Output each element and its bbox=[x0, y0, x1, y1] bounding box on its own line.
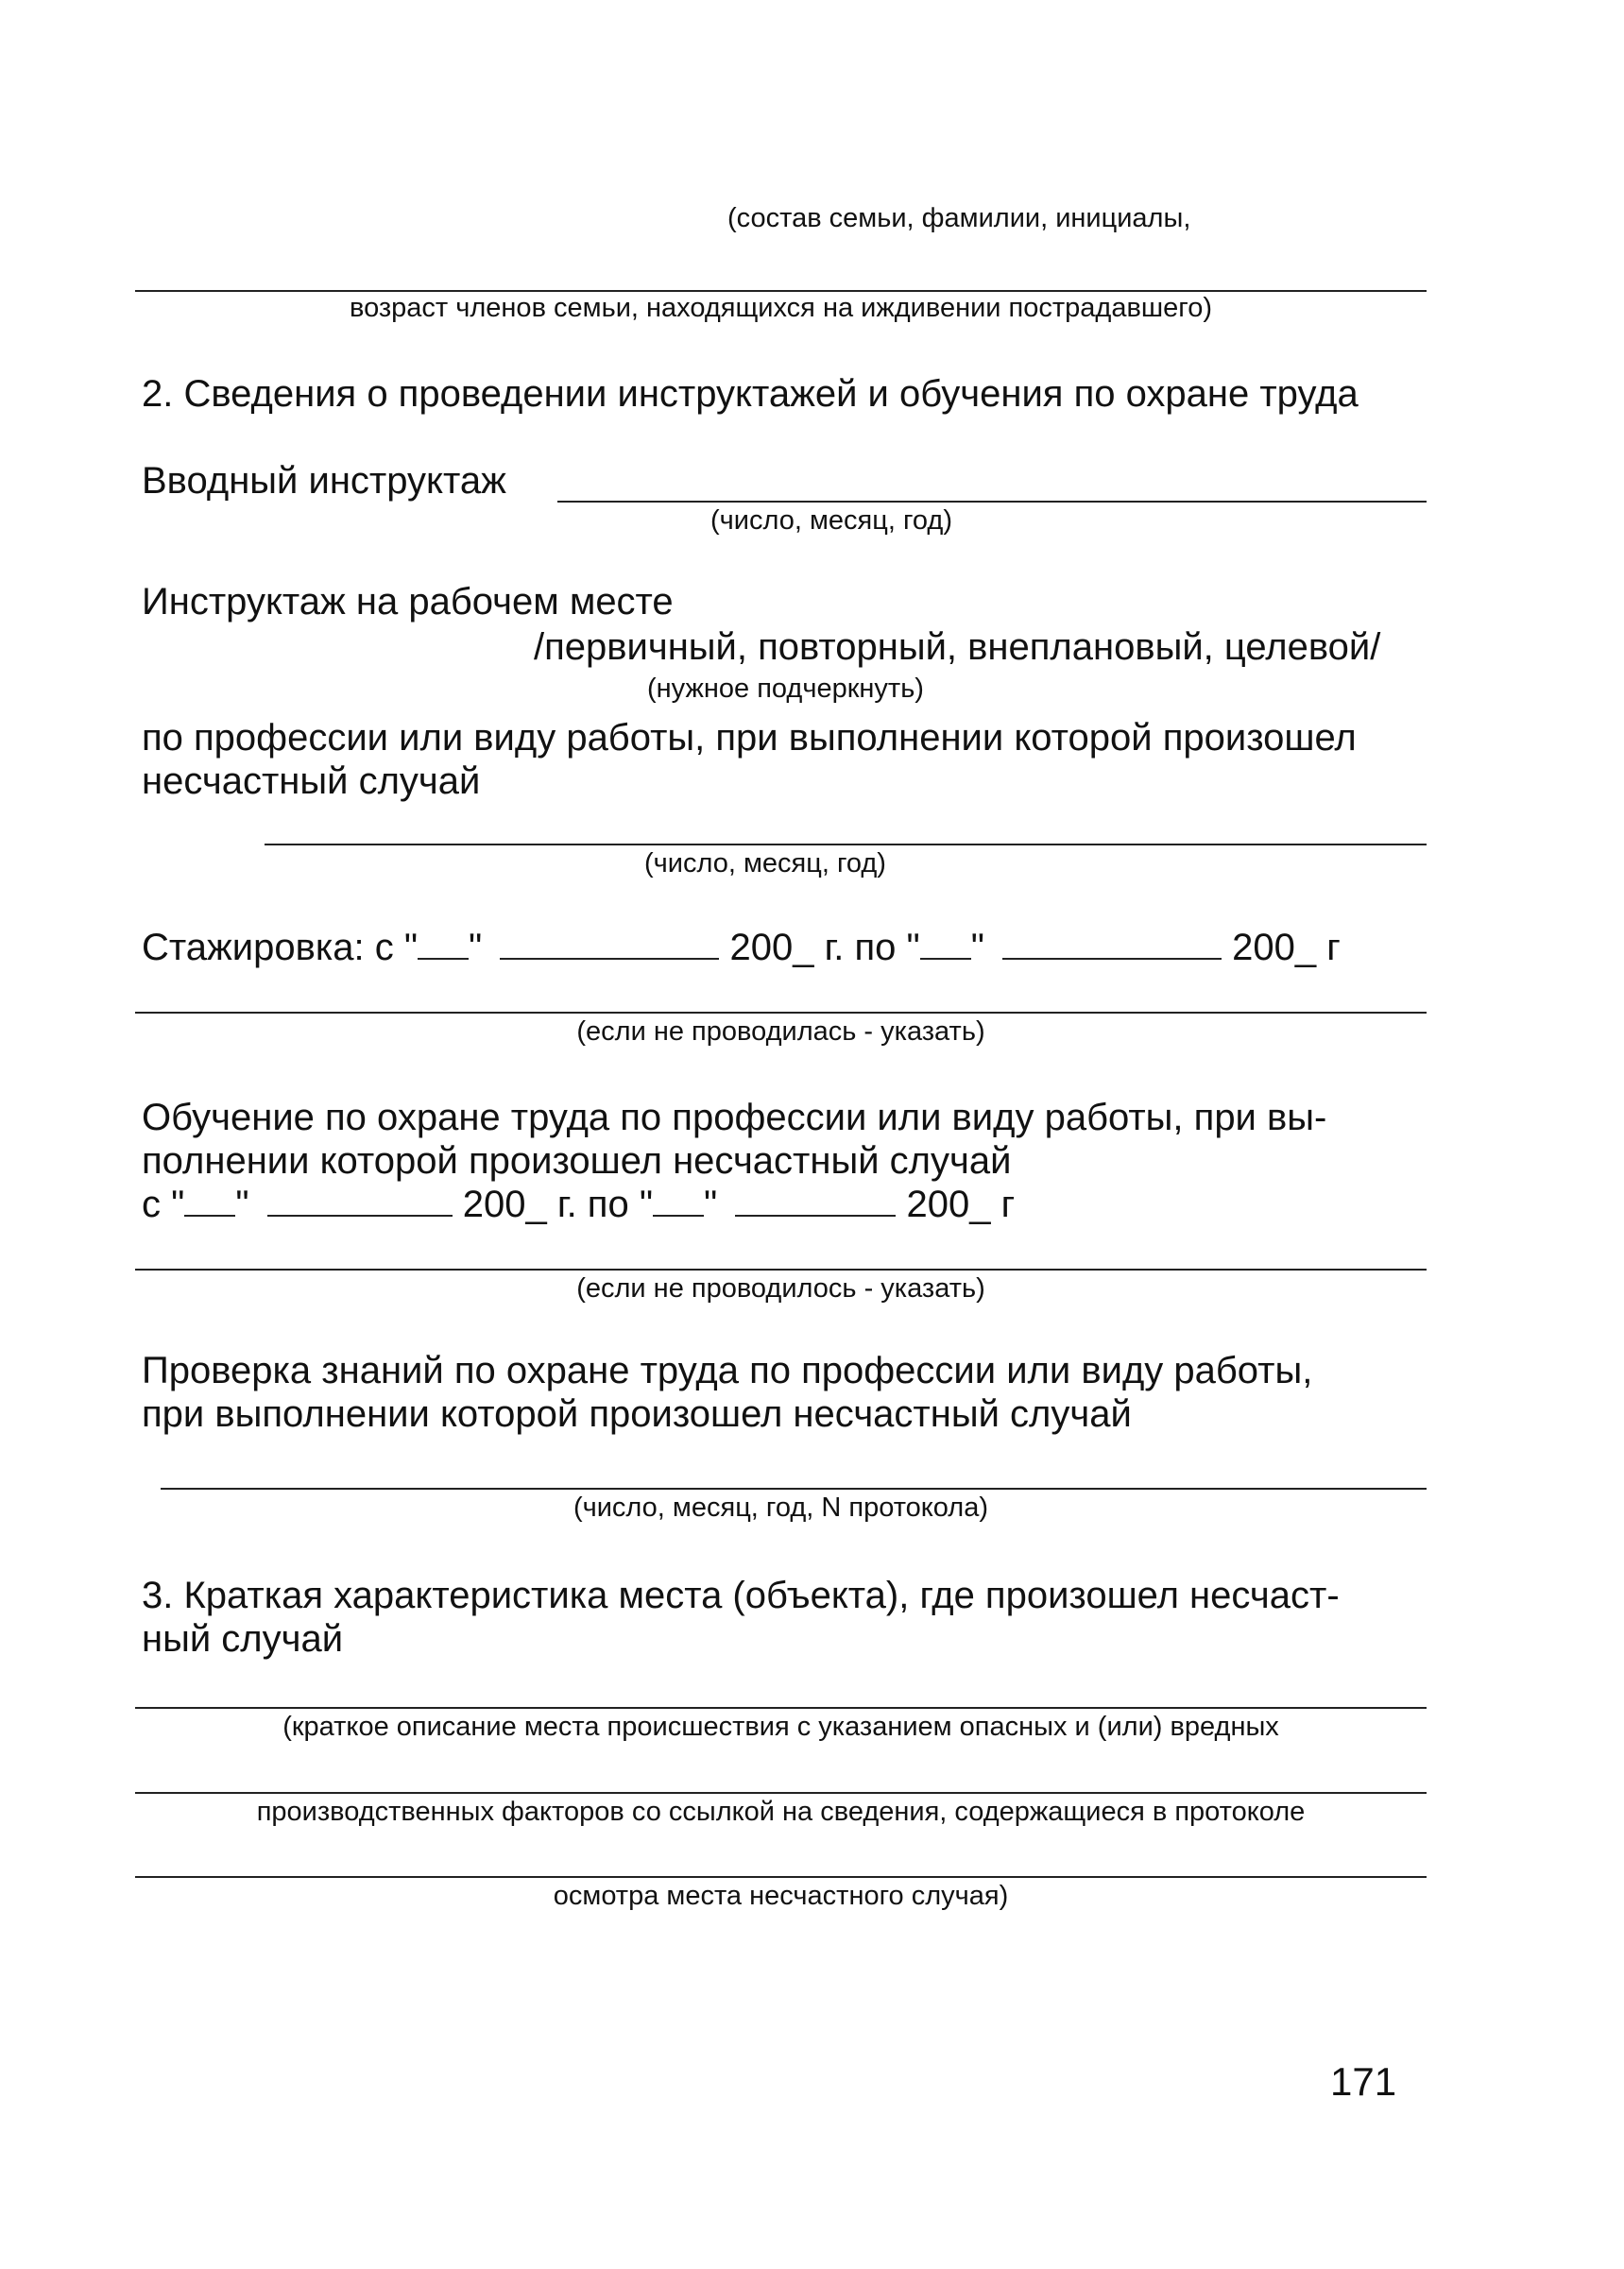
training-line1: Обучение по охране труда по профессии или виду работы, при вы- bbox=[142, 1097, 1327, 1138]
training-caption: (если не проводилось - указать) bbox=[576, 1273, 985, 1304]
intro-briefing-caption: (число, месяц, год) bbox=[710, 505, 952, 536]
training-month-from-blank[interactable] bbox=[267, 1186, 453, 1217]
training-line2: полнении которой произошел несчастный случай bbox=[142, 1140, 1012, 1182]
family-caption-1: (состав семьи, фамилии, инициалы, bbox=[727, 203, 1191, 233]
training-dates-row: с " " 200_ г. по " " 200_ г bbox=[142, 1184, 1016, 1225]
knowledge-check-line2: при выполнении которой произошел несчастный случай bbox=[142, 1393, 1132, 1435]
section3-line2: ный случай bbox=[142, 1618, 344, 1660]
internship-day-to-blank[interactable] bbox=[920, 930, 971, 960]
section3-caption-2: производственных факторов со ссылкой на сведения, содержащиеся в протоколе bbox=[256, 1797, 1306, 1827]
page-number: 171 bbox=[1330, 2059, 1397, 2104]
workplace-briefing-line2: несчастный случай bbox=[142, 760, 481, 802]
section3-line-1[interactable] bbox=[135, 1707, 1427, 1709]
section3-caption-1: (краткое описание места происшествия с указанием опасных и (или) вредных bbox=[282, 1712, 1279, 1742]
knowledge-check-line[interactable] bbox=[161, 1488, 1427, 1490]
knowledge-check-line1: Проверка знаний по охране труда по профессии или виду работы, bbox=[142, 1350, 1313, 1391]
training-year-to: 200_ г bbox=[906, 1184, 1016, 1225]
briefing-type-hint: (нужное подчеркнуть) bbox=[647, 674, 924, 704]
workplace-briefing-line1: по профессии или виду работы, при выполнении которой произошел bbox=[142, 717, 1357, 759]
training-month-to-blank[interactable] bbox=[735, 1186, 896, 1217]
internship-label: Стажировка: с " bbox=[142, 927, 419, 968]
training-from-label: с " bbox=[142, 1184, 185, 1225]
section2-heading: 2. Сведения о проведении инструктажей и обучения по охране труда bbox=[142, 373, 1359, 415]
internship-year-from: 200_ г. по " bbox=[729, 927, 920, 968]
section3-line-3[interactable] bbox=[135, 1876, 1427, 1878]
internship-year-to: 200_ г bbox=[1232, 927, 1341, 968]
internship-day-from-blank[interactable] bbox=[418, 930, 469, 960]
internship-month-to-blank[interactable] bbox=[1002, 930, 1222, 960]
internship-note-line[interactable] bbox=[135, 1012, 1427, 1014]
intro-briefing-date-line[interactable] bbox=[557, 501, 1427, 503]
training-day-from-blank[interactable] bbox=[184, 1186, 235, 1217]
internship-row: Стажировка: с " " 200_ г. по " " 200_ г bbox=[142, 927, 1341, 968]
training-year-from: 200_ г. по " bbox=[462, 1184, 654, 1225]
section3-line-2[interactable] bbox=[135, 1792, 1427, 1794]
workplace-briefing-date-line[interactable] bbox=[265, 844, 1427, 845]
training-day-to-blank[interactable] bbox=[653, 1186, 704, 1217]
internship-month-from-blank[interactable] bbox=[500, 930, 719, 960]
section3-caption-3: осмотра места несчастного случая) bbox=[553, 1881, 1009, 1911]
training-note-line[interactable] bbox=[135, 1269, 1427, 1271]
family-caption-2: возраст членов семьи, находящихся на иждивении пострадавшего) bbox=[349, 293, 1212, 323]
workplace-briefing-caption: (число, месяц, год) bbox=[644, 848, 886, 879]
intro-briefing-label: Вводный инструктаж bbox=[142, 460, 506, 502]
section3-line1: 3. Краткая характеристика места (объекта), где произошел несчаст- bbox=[142, 1575, 1340, 1616]
workplace-briefing-label: Инструктаж на рабочем месте bbox=[142, 581, 674, 623]
internship-caption: (если не проводилась - указать) bbox=[576, 1016, 985, 1047]
briefing-type-options: /первичный, повторный, внеплановый, целевой/ bbox=[534, 626, 1381, 668]
knowledge-check-caption: (число, месяц, год, N протокола) bbox=[573, 1493, 989, 1523]
